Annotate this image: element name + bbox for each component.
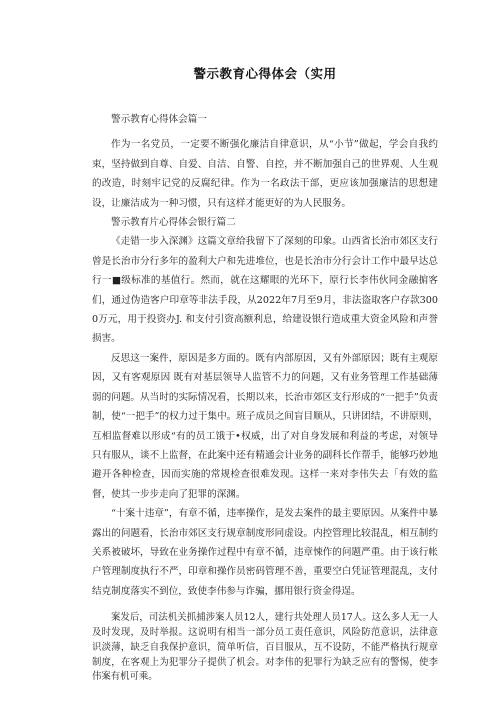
paragraph-2: 《走错一步入深渊》这篇文章给我留下了深刻的印象。山西省长治市郊区支行曾是长治市分行多年的盈利大户和先进堆位，也是长治市分行会计工作中最早达总行一■级标准的基值行。然而，就在这耀眼的光环下，原行长李伟伙同金融掮客们，通过伪造客户印章等非法手段，从2022年7月至9月，非法盗取客户存款3000万元，用于投资办J. 和支付引资高额利息，给建设银行造成重大资金风险和声誉损害。 [92,236,438,345]
paragraph-5: 案发后，司法机关抓捕涉案人员12人，建行共处理人员17人。这么多人无一人及时发现，及时举报。这说明有相当一部分员工责任意识，风险防范意识，法律意识淡薄，缺乏自我保护意识，简单听信，百目服从，互不设防，不能严格执行规章制度，在客观上为犯罪分子提供了机会。对李伟的犯罪行为缺乏应有的警惕，使李伟案有机可乘。 [92,612,438,683]
paragraph-1: 作为一名党员，一定要不断强化廉洁自律意识，从“小节”做起，学会自我约束，坚持做到自尊、自爱、自洁、自警、自控，并不断加强自己的世界观、人生观的改造，时刻牢记党的反腐纪律。作为一名政法干部，更应该加强廉洁的思想建设，让廉洁成为一种习惯，只有这样才能更好的为人民服务。 [92,139,438,209]
paragraph-4: “十案十违章”，有章不循，违率操作，是发去案件的最主要原因。从案件中暴露出的问题看，长治市郊区支行规章制度形同虚设。内控管理比较混乱，相互制约关系被破坏，导致在业务操作过程中有章不循，违章悚作的问题严重。由于该行帐户管理制度执行不严，印章和操作员密码管理不善，重要空白凭证管理混乱，支付结克制度落实不到位，致使李伟参与诈骗，挪用银行资金得逞。 [92,508,438,597]
document-title: 警示教育心得体会（实用 [193,66,337,81]
paragraph-3: 反思这一案件，原因是多方面的。既有内部原因，又有外部原因；既有主观原因，又有客观原因 既有对基层领导人监管不力的问题，又有业务管理工作基础薄弱的问题。从当时的实际情况看，长期以来，长治市郊区支行形成的“一把手”负责制，使“一把手”的权力过于集中。班子成员之间盲目顺从，只讲团结，不讲原则，互相监督难以形成“有的员工饿于•权威，出了对自身发展和利益的考虑，对领导只有服从，谈不上监督，在此案中还有精通会计业务的副科长作帮手，能够巧妙地避开各种检查，因而实施的常规检查很难发现。这样一来对李伟失去「有效的监督，使其一步步走向了犯罪的深渊。 [92,352,438,500]
section-heading-1: 警示教育心得体会篇一 [111,114,207,125]
section-heading-2: 警示教育片心得体会银行篇二 [111,217,236,229]
